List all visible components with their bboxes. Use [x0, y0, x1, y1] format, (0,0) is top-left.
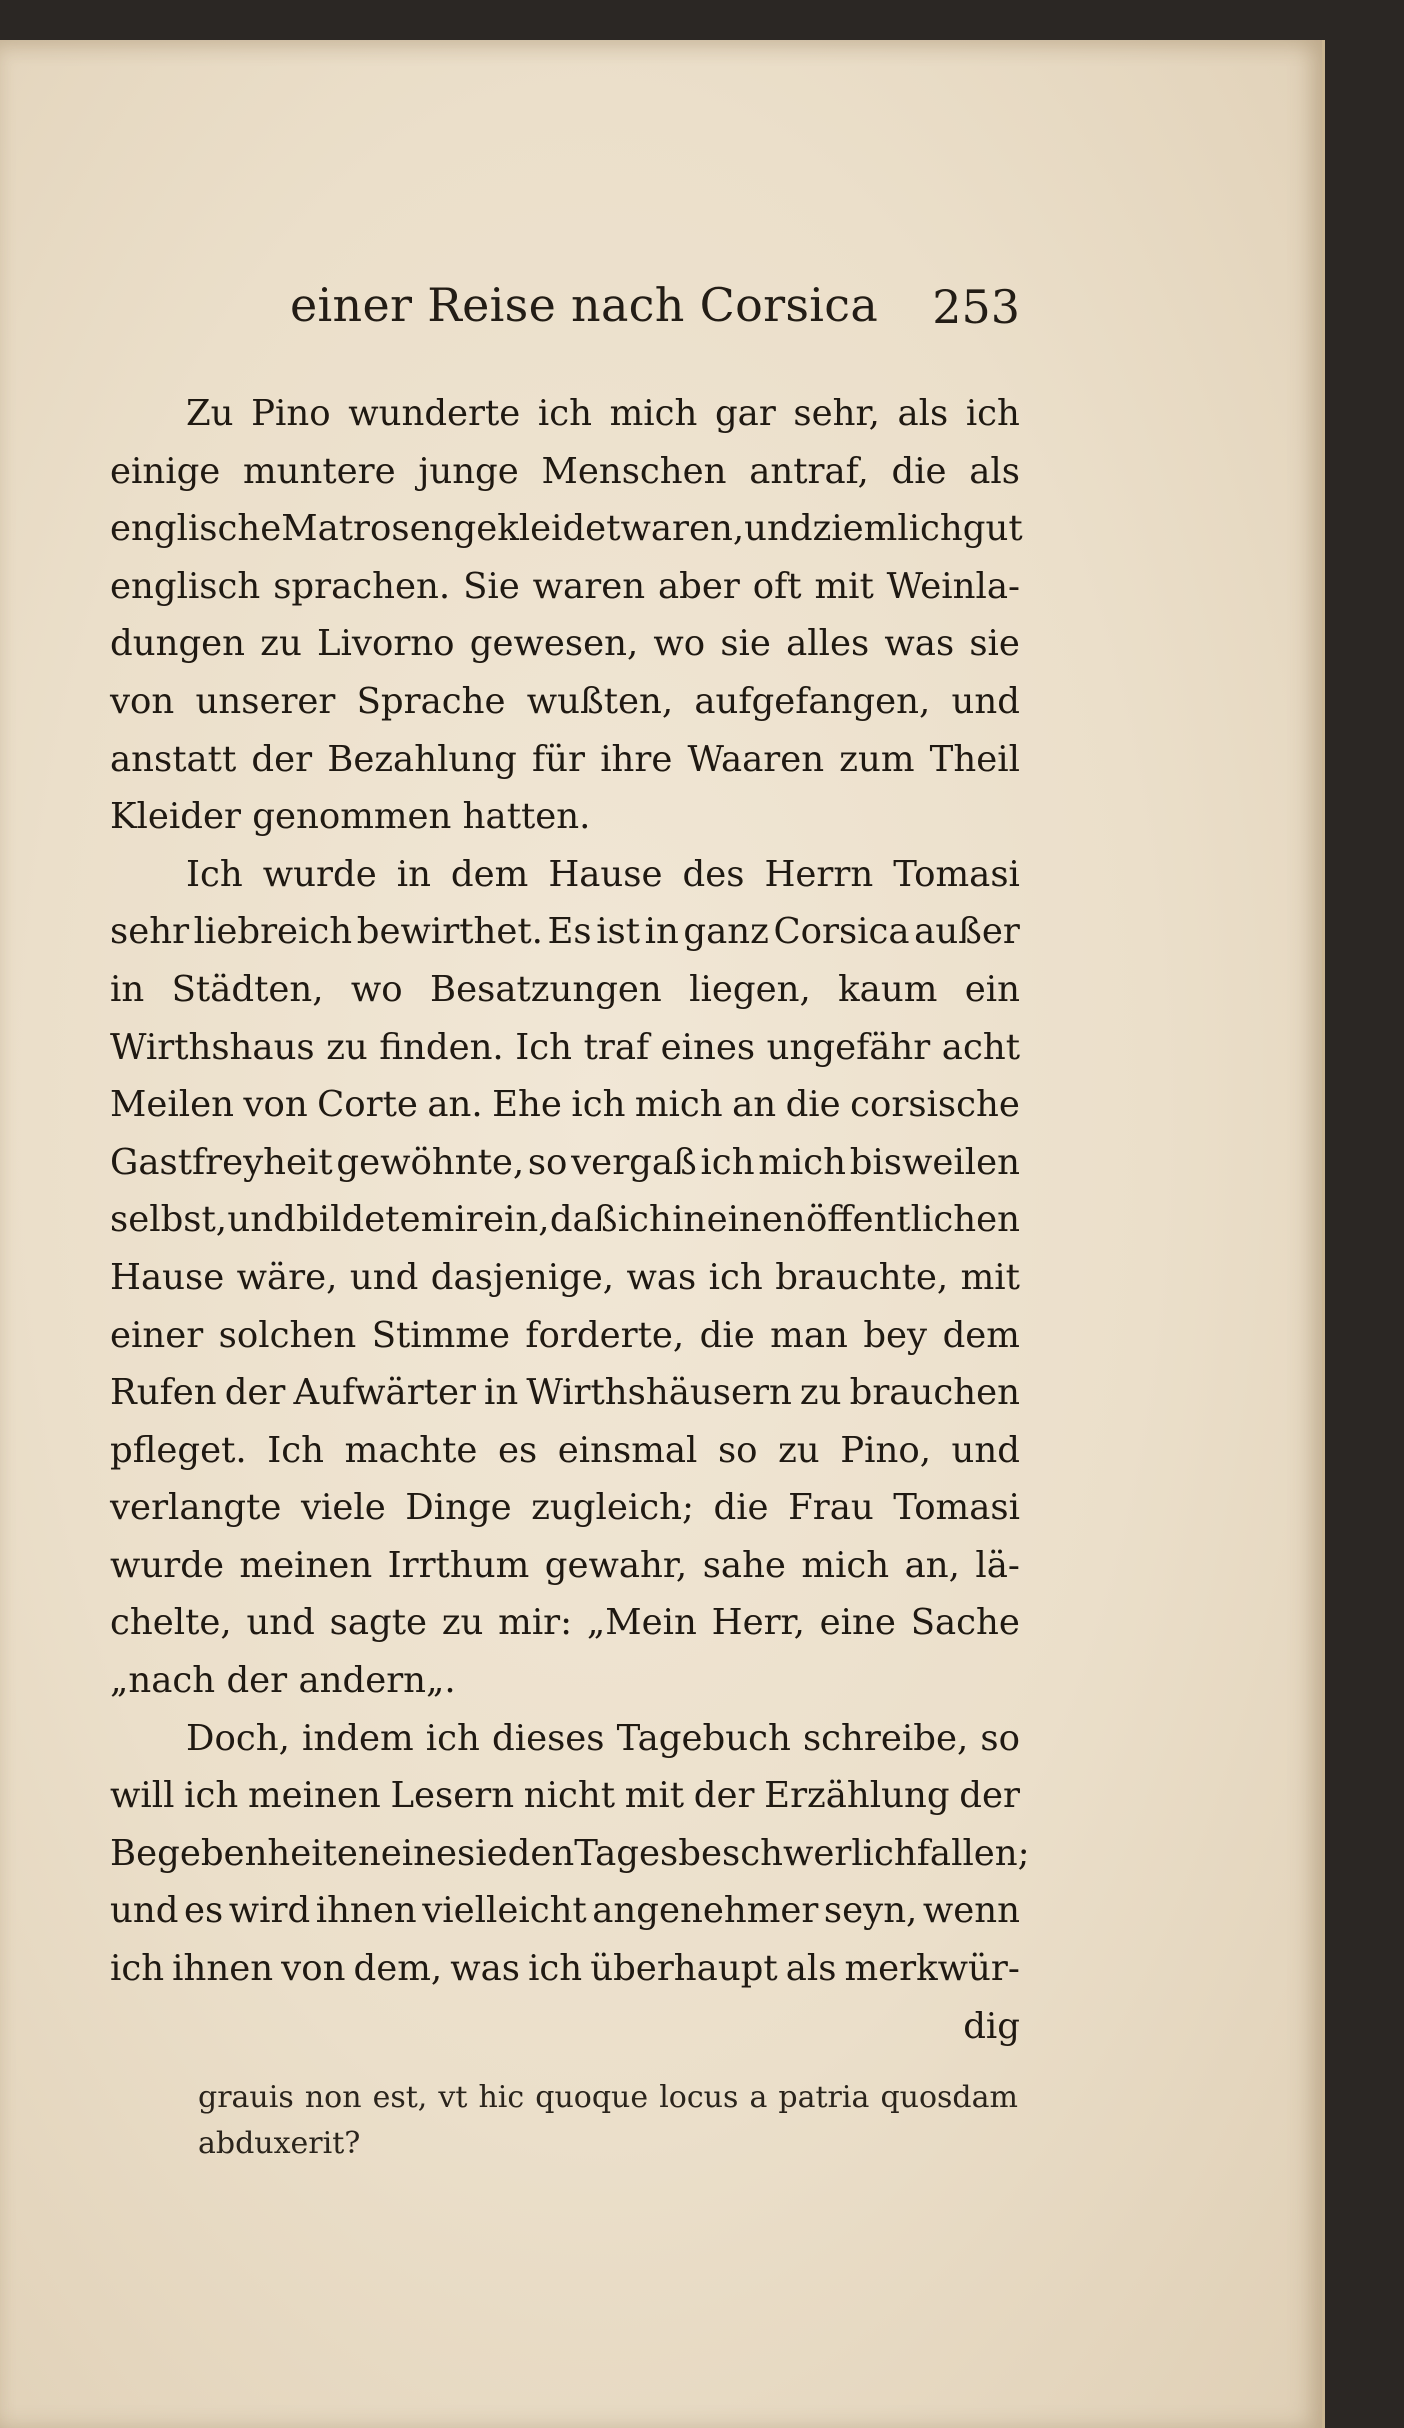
word: und [951, 680, 1020, 722]
word: Aufwärter [293, 1372, 476, 1414]
text-line [110, 731, 1020, 789]
word: ich [184, 1775, 239, 1817]
text-line: Kleider genommen hatten. [110, 796, 591, 838]
word: dieses [491, 1717, 605, 1759]
word: ziemlich [812, 508, 963, 550]
word: wo [653, 623, 706, 665]
word: mir [420, 1199, 483, 1241]
word: sie [720, 623, 771, 665]
word: mich [609, 393, 698, 434]
word: liegen, [689, 968, 811, 1010]
word: dem [942, 1314, 1020, 1356]
word: a [749, 2080, 768, 2115]
word: vt [438, 2080, 468, 2115]
word: meinen [247, 1775, 381, 1817]
word: pfleget. [110, 1429, 247, 1471]
word: est, [372, 2080, 428, 2115]
word: Corsica [773, 911, 910, 953]
text-line [110, 558, 1020, 616]
word: oft [752, 565, 802, 607]
word: traf [583, 1026, 650, 1068]
running-title: einer Reise nach Corsica [290, 278, 879, 332]
word: indem [302, 1717, 414, 1759]
word: gewesen, [469, 623, 639, 665]
word: zu [441, 1602, 484, 1644]
text-line [110, 500, 1023, 558]
word: Besatzungen [430, 968, 662, 1010]
body-text [110, 385, 1030, 2055]
word: wäre, [236, 1256, 338, 1298]
footnote [198, 2075, 1018, 2167]
text-line: „nach der andern„. [110, 1660, 456, 1702]
word: Doch, [186, 1717, 290, 1759]
text-line [110, 1710, 1020, 1768]
word: eines [380, 1832, 476, 1874]
text-line [110, 1537, 1020, 1595]
word: so [717, 1429, 758, 1471]
text-line [110, 385, 1020, 443]
word: Frau [788, 1487, 874, 1529]
word: in [484, 1372, 519, 1414]
text-line [110, 615, 1020, 673]
word: so [527, 1141, 568, 1183]
word: eines [660, 1026, 756, 1068]
word: mich [634, 1084, 723, 1126]
word: brauchen [849, 1372, 1020, 1414]
word: Lesern [390, 1775, 515, 1817]
word: sehr, [793, 393, 880, 434]
word: Sache [910, 1602, 1020, 1644]
word: an, [904, 1544, 960, 1586]
word: chelte, [110, 1602, 232, 1644]
word: meinen [239, 1544, 373, 1586]
word: nicht [523, 1775, 616, 1817]
word: und [246, 1602, 315, 1644]
word: öffentlichen [805, 1199, 1020, 1241]
word: Meilen [110, 1084, 234, 1126]
word: wurde [110, 1544, 224, 1586]
word: Irrthum [387, 1544, 530, 1586]
word: Städten, [171, 968, 324, 1010]
word: einer [110, 1314, 204, 1356]
word: verlangte [110, 1487, 282, 1529]
word: fallen; [916, 1832, 1030, 1874]
word: und [110, 1890, 179, 1932]
text-line [110, 1767, 1020, 1825]
word: es [183, 1890, 224, 1932]
word: Sprache [356, 680, 506, 722]
word: finden. [379, 1026, 504, 1068]
word: machte [344, 1429, 478, 1471]
word: waren, [620, 508, 745, 550]
text-line [110, 1076, 1020, 1134]
word: Stimme [371, 1314, 510, 1356]
word: schreibe, [802, 1717, 969, 1759]
word: Ehe [492, 1084, 562, 1126]
word: der [251, 738, 313, 780]
word: sprachen. [273, 565, 451, 607]
word: zu [326, 1026, 368, 1068]
word: Ich [267, 1429, 325, 1471]
text-line [110, 903, 1020, 961]
word: patria [778, 2080, 870, 2115]
word: ich [528, 1948, 583, 1990]
text-line [110, 1479, 1020, 1537]
word: einen [706, 1199, 806, 1241]
word: aufgefangen, [694, 680, 931, 722]
word: locus [659, 2080, 739, 2115]
word: anstatt [110, 738, 237, 780]
page-number: 253 [932, 280, 1020, 334]
footnote-line [198, 2075, 1018, 2121]
word: non [304, 2080, 362, 2115]
word: für [532, 738, 586, 780]
word: als [969, 450, 1020, 492]
word: zugleich; [531, 1487, 694, 1529]
word: als [897, 393, 949, 434]
word: in [110, 968, 145, 1010]
text-line [110, 1019, 1020, 1077]
word: gekleidet [453, 508, 621, 550]
word: bisweilen [849, 1141, 1020, 1183]
word: „Mein [586, 1602, 697, 1644]
word: ich [110, 1948, 165, 1990]
word: mich [758, 1141, 847, 1183]
word: mit [624, 1775, 685, 1817]
word: Ich [515, 1026, 573, 1068]
word: ein, [483, 1199, 550, 1241]
word: wußten, [526, 680, 674, 722]
word: bildete [296, 1199, 421, 1241]
word: eine [819, 1602, 896, 1644]
word: von [281, 1948, 346, 1990]
word: Theil [929, 738, 1020, 780]
word: Herr, [711, 1602, 805, 1644]
word: Tages [574, 1832, 679, 1874]
word: des [682, 853, 745, 895]
word: grauis [198, 2080, 294, 2115]
word: zum [839, 738, 915, 780]
word: dungen [110, 623, 246, 665]
word: ich [617, 1199, 672, 1241]
word: der [224, 1372, 286, 1414]
word: liebreich [193, 911, 353, 953]
word: Hause [548, 853, 663, 895]
word: quosdam [880, 2080, 1018, 2115]
word: der [959, 1775, 1020, 1817]
word: ihnen [172, 1948, 274, 1990]
word: ihnen [315, 1890, 417, 1932]
word: es [497, 1429, 538, 1471]
word: vergaß [571, 1141, 697, 1183]
word: dem, [353, 1948, 443, 1990]
word: die [699, 1314, 755, 1356]
word: englisch [110, 565, 261, 607]
word: zu [778, 1429, 820, 1471]
text-line [110, 1882, 1020, 1940]
word: gar [714, 393, 776, 434]
word: gewahr, [544, 1544, 688, 1586]
word: überhaupt [590, 1948, 778, 1990]
word: bewirthet. [356, 911, 543, 953]
word: seyn, [823, 1890, 918, 1932]
word: waren [532, 565, 646, 607]
word: Wirthshäusern [526, 1372, 792, 1414]
word: ein [964, 968, 1020, 1010]
text-line: dig [963, 2005, 1020, 2047]
word: sahe [702, 1544, 786, 1586]
word: dasjenige, [430, 1256, 615, 1298]
word: ihre [600, 738, 673, 780]
word: Waaren [687, 738, 825, 780]
word: was [884, 623, 955, 665]
word: und [951, 1429, 1020, 1471]
word: was [626, 1256, 697, 1298]
word: wo [350, 968, 403, 1010]
word: dem [450, 853, 529, 895]
word: ich [571, 1084, 626, 1126]
word: Sie [463, 565, 520, 607]
word: mich [801, 1544, 890, 1586]
word: sehr [110, 911, 190, 953]
word: antraf, [749, 450, 869, 492]
word: Wirthshaus [110, 1026, 315, 1068]
word: so [980, 1717, 1020, 1759]
word: Herrn [764, 853, 874, 895]
word: ich [700, 1141, 755, 1183]
word: Dinge [405, 1487, 512, 1529]
word: ich [425, 1717, 480, 1759]
word: Menschen [541, 450, 727, 492]
word: die [785, 1084, 841, 1126]
word: wurde [262, 853, 377, 895]
word: angenehmer [592, 1890, 819, 1932]
word: und [349, 1256, 419, 1298]
word: muntere [243, 450, 396, 492]
word: ieden [475, 1832, 575, 1874]
word: in [396, 853, 431, 895]
word: acht [941, 1026, 1020, 1068]
word: zu [260, 623, 302, 665]
text-line [110, 443, 1020, 501]
word: Livorno [316, 623, 455, 665]
word: Hause [110, 1256, 225, 1298]
word: Zu [186, 393, 234, 434]
word: ist [596, 911, 641, 953]
word: Tomasi [893, 1487, 1020, 1529]
text-line [110, 673, 1020, 731]
word: lä- [975, 1544, 1020, 1586]
word: brauchte, [775, 1256, 949, 1298]
word: an [732, 1084, 777, 1126]
word: was [450, 1948, 521, 1990]
word: merkwür- [844, 1948, 1020, 1990]
word: die [891, 450, 947, 492]
word: ungefähr [766, 1026, 931, 1068]
word: beschwerlich [678, 1832, 917, 1874]
word: forderte, [525, 1314, 685, 1356]
word: sie [969, 623, 1020, 665]
page-header [270, 278, 1020, 348]
word: Pino [251, 393, 331, 434]
word: zu [799, 1372, 842, 1414]
word: wird [228, 1890, 311, 1932]
word: die [713, 1487, 769, 1529]
word: und [744, 508, 813, 550]
word: corsische [850, 1084, 1020, 1126]
word: junge [418, 450, 519, 492]
word: viele [300, 1487, 386, 1529]
word: wenn [922, 1890, 1020, 1932]
text-line [110, 1364, 1020, 1422]
text-line [110, 1825, 1030, 1883]
footnote-line: abduxerit? [198, 2126, 361, 2161]
word: Ich [186, 853, 243, 895]
word: Begebenheiten [110, 1832, 381, 1874]
word: will [110, 1775, 175, 1817]
word: alles [786, 623, 870, 665]
word: ich [965, 393, 1020, 434]
word: von [243, 1084, 308, 1126]
word: als [785, 1948, 837, 1990]
word: gut [962, 508, 1023, 550]
text-line [110, 1940, 1020, 1998]
word: mit [814, 565, 874, 607]
word: ich [708, 1256, 763, 1298]
word: in [644, 911, 679, 953]
word: Pino, [840, 1429, 931, 1471]
word: aber [657, 565, 740, 607]
word: Matrosen [281, 508, 454, 550]
word: an. [427, 1084, 483, 1126]
word: Bezahlung [327, 738, 517, 780]
text-line [110, 1249, 1020, 1307]
word: und [227, 1199, 296, 1241]
word: einige [110, 450, 221, 492]
word: Gastfreyheit [110, 1141, 333, 1183]
text-line [110, 1307, 1020, 1365]
word: der [693, 1775, 755, 1817]
word: selbst, [110, 1199, 228, 1241]
word: Corte [317, 1084, 418, 1126]
word: einsmal [557, 1429, 698, 1471]
word: Rufen [110, 1372, 217, 1414]
word: bey [863, 1314, 928, 1356]
word: vielleicht [422, 1890, 587, 1932]
word: englische [110, 508, 282, 550]
word: von [110, 680, 175, 722]
text-line [110, 1191, 1020, 1249]
word: solchen [218, 1314, 357, 1356]
word: ganz [683, 911, 769, 953]
word: daß [549, 1199, 618, 1241]
word: Es [547, 911, 592, 953]
word: Weinla- [886, 565, 1020, 607]
word: wunderte [348, 393, 521, 434]
word: außer [914, 911, 1020, 953]
text-line [110, 846, 1020, 904]
text-line [110, 1594, 1020, 1652]
word: kaum [838, 968, 938, 1010]
word: mir: [498, 1602, 573, 1644]
text-line [110, 961, 1020, 1019]
text-line [110, 1134, 1020, 1192]
word: gewöhnte, [336, 1141, 525, 1183]
book-page [0, 40, 1325, 2428]
word: Tomasi [893, 853, 1020, 895]
word: mit [960, 1256, 1020, 1298]
text-line [110, 1422, 1020, 1480]
word: hic [478, 2080, 525, 2115]
word: sagte [329, 1602, 428, 1644]
word: Tagebuch [616, 1717, 791, 1759]
word: in [672, 1199, 707, 1241]
word: unserer [195, 680, 336, 722]
word: man [770, 1314, 848, 1356]
word: quoque [535, 2080, 649, 2115]
word: ich [537, 393, 592, 434]
word: Erzählung [764, 1775, 950, 1817]
